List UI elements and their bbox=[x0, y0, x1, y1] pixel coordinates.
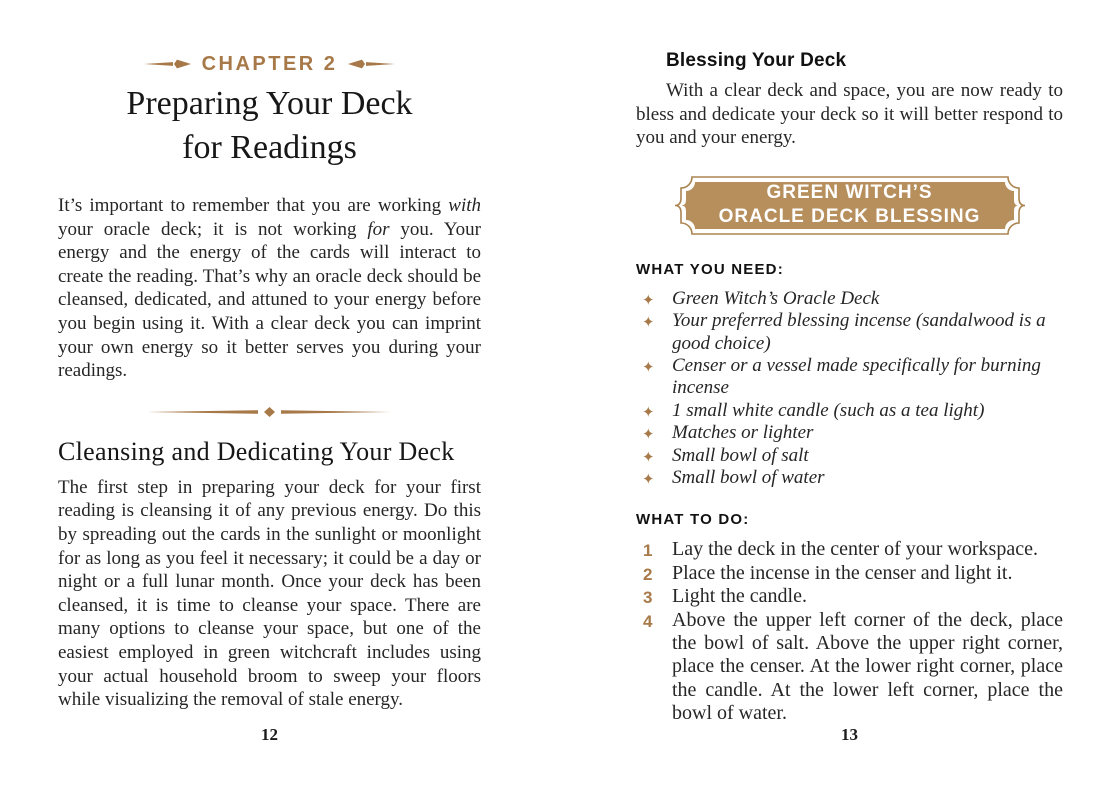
todo-list-item bbox=[636, 609, 1063, 726]
step-text: Light the candle. bbox=[672, 585, 807, 608]
sparkle-bullet-icon: ✦ bbox=[642, 358, 655, 376]
step-number: 4 bbox=[643, 611, 653, 631]
section-heading: Cleansing and Dedicating Your Deck bbox=[58, 436, 455, 466]
step-number: 3 bbox=[643, 588, 653, 608]
need-list-item bbox=[636, 445, 1063, 467]
what-to-do-heading: WHAT TO DO: bbox=[636, 511, 750, 529]
need-list-item bbox=[636, 288, 1063, 310]
intro-text-3: you. Your energy and the energy of the cards will interact to create the reading. That’s why an oracle deck should be cleansed, dedicated, and attuned to your energy before you begin using it. With a clear deck you can imprint your own energy so it better serves you during your readings. bbox=[58, 218, 481, 382]
page-number-left: 12 bbox=[261, 725, 278, 744]
arrow-right-ornament-icon bbox=[144, 58, 192, 70]
plaque-title bbox=[674, 174, 1026, 237]
blessing-intro-paragraph: With a clear deck and space, you are now ready to bless and dedicate your deck so it will better respond to you and your energy. bbox=[636, 80, 1063, 149]
need-list-item bbox=[636, 400, 1063, 422]
need-item-text: 1 small white candle (such as a tea light) bbox=[672, 399, 985, 421]
plaque-title-line2: ORACLE DECK BLESSING bbox=[718, 206, 981, 228]
divider-ornament-icon bbox=[58, 405, 481, 419]
need-item-text: Small bowl of water bbox=[672, 467, 825, 489]
todo-list-item bbox=[636, 562, 1063, 585]
chapter-title-line1: Preparing Your Deck bbox=[126, 85, 413, 122]
blessing-plaque-banner bbox=[674, 174, 1026, 237]
need-item-text: Matches or lighter bbox=[672, 422, 814, 444]
what-to-do-list bbox=[636, 538, 1063, 725]
page-right bbox=[560, 0, 1120, 800]
step-number: 2 bbox=[643, 564, 653, 584]
chapter-eyebrow bbox=[58, 52, 481, 76]
sparkle-bullet-icon: ✦ bbox=[642, 447, 655, 466]
need-list-item bbox=[636, 310, 1063, 355]
sparkle-bullet-icon: ✦ bbox=[642, 470, 655, 489]
sparkle-bullet-icon: ✦ bbox=[642, 425, 655, 444]
blessing-heading: Blessing Your Deck bbox=[666, 50, 847, 71]
need-list-item bbox=[636, 467, 1063, 489]
what-you-need-heading: WHAT YOU NEED: bbox=[636, 260, 784, 278]
intro-paragraph bbox=[58, 194, 481, 383]
step-text: Above the upper left corner of the deck, place the bowl of salt. Above the upper right corner, place the censer. At the lower right corner, place the candle. At the lower left corner, place the bowl of water. bbox=[672, 608, 1063, 725]
intro-text-1: It’s important to remember that you are working bbox=[58, 195, 449, 216]
intro-italic-for: for bbox=[367, 218, 390, 240]
section-paragraph: The first step in preparing your deck for your first reading is cleansing it of any previous energy. Do this by spreading out the cards in the sunlight or moonlight for as long as you feel it necessary; it could be a day or night or a full lunar month. Once your deck has been cleansed, it is time to cleanse your space. There are many options to cleanse your space, but one of the easiest employed in green witchcraft includes using your actual household broom to sweep your floors while visualizing the removal of stale energy. bbox=[58, 476, 481, 711]
need-item-text: Your preferred blessing incense (sandalwood is a good choice) bbox=[672, 310, 1046, 354]
chapter-label: CHAPTER 2 bbox=[201, 52, 338, 75]
todo-list-item bbox=[636, 538, 1063, 561]
need-item-text: Small bowl of salt bbox=[672, 444, 809, 466]
step-number: 1 bbox=[643, 541, 653, 561]
intro-text-2: your oracle deck; it is not working bbox=[58, 218, 368, 240]
sparkle-bullet-icon: ✦ bbox=[642, 313, 655, 332]
left-page-content bbox=[58, 52, 481, 712]
need-list-item bbox=[636, 355, 1063, 400]
chapter-title bbox=[58, 82, 481, 170]
sparkle-bullet-icon: ✦ bbox=[642, 290, 655, 309]
right-page-content bbox=[636, 50, 1063, 726]
sparkle-bullet-icon: ✦ bbox=[642, 402, 655, 421]
need-item-text: Green Witch’s Oracle Deck bbox=[672, 287, 880, 309]
need-list-item bbox=[636, 422, 1063, 444]
intro-italic-with: with bbox=[448, 195, 481, 216]
arrow-left-ornament-icon bbox=[347, 58, 395, 70]
need-item-text: Censer or a vessel made specifically for burning incense bbox=[672, 355, 1041, 399]
page-number-right: 13 bbox=[841, 725, 858, 744]
chapter-title-line2: for Readings bbox=[182, 129, 357, 166]
todo-list-item bbox=[636, 585, 1063, 608]
what-you-need-list bbox=[636, 288, 1063, 490]
step-text: Place the incense in the censer and light it. bbox=[672, 561, 1013, 584]
plaque-title-line1: GREEN WITCH’S bbox=[766, 182, 933, 204]
step-text: Lay the deck in the center of your workspace. bbox=[672, 538, 1038, 561]
